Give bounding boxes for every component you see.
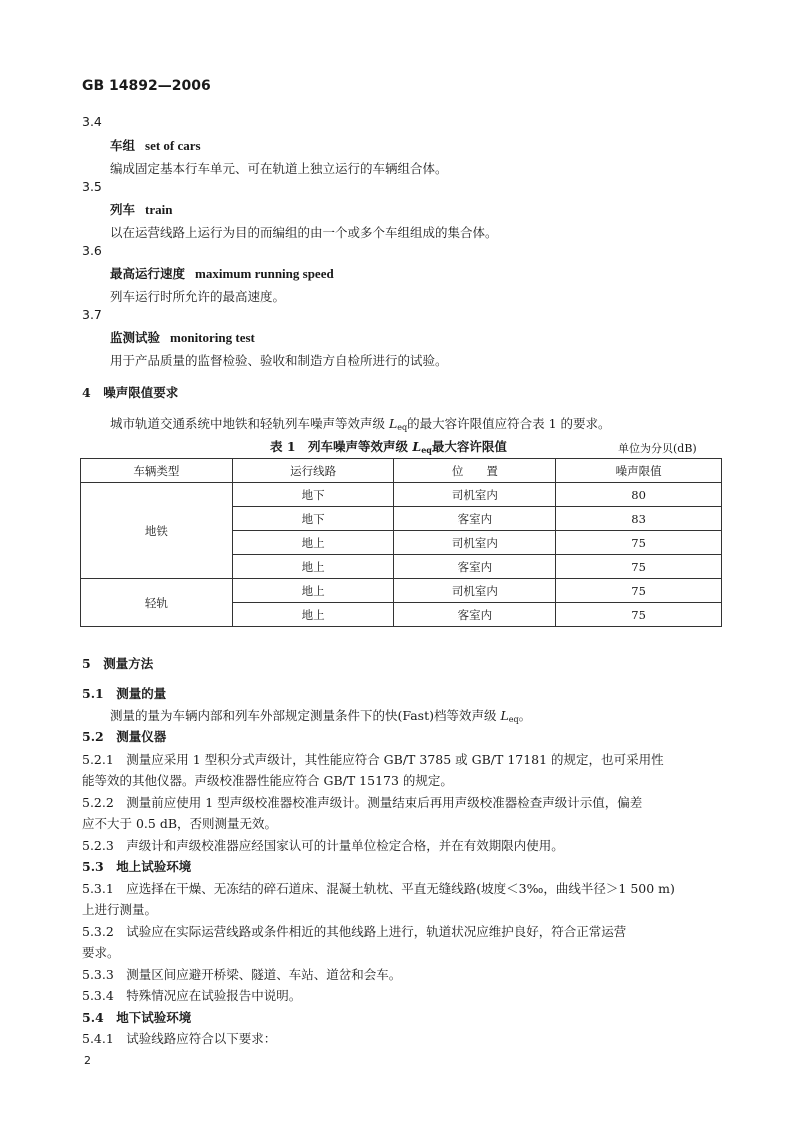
clause-number: 3.4 (82, 114, 102, 129)
paragraph (110, 706, 531, 724)
position-cell: 客室内 (394, 555, 556, 579)
paragraph-line: 5.3.1 应选择在干燥、无冻结的碎石道床、混凝土轨枕、平直无缝线路(坡度＜3‰，曲线半径＞1 500 m) (82, 881, 675, 896)
paragraph-line: 上进行测量。 (82, 902, 158, 917)
position-cell: 客室内 (394, 603, 556, 627)
table-unit: 单位为分贝(dB) (618, 442, 697, 455)
clause-number: 3.5 (82, 179, 102, 194)
section-heading: 4 噪声限值要求 (82, 385, 179, 400)
vehicle-type-cell: 轻轨 (81, 579, 233, 627)
paragraph-line: 5.3.4 特殊情况应在试验报告中说明。 (82, 988, 302, 1003)
term-en: train (145, 202, 173, 217)
limit-cell: 75 (556, 603, 722, 627)
term-cn: 列车 (110, 202, 136, 217)
line-cell: 地下 (232, 483, 394, 507)
term-en: set of cars (145, 138, 201, 153)
subsection-heading: 5.2 测量仪器 (82, 729, 167, 744)
subsection-heading: 5.4 地下试验环境 (82, 1010, 192, 1025)
caption-subscript: eq (421, 445, 432, 455)
term-definition: 编成固定基本行车单元、可在轨道上独立运行的车辆组合体。 (110, 161, 448, 176)
clause-number: 3.7 (82, 307, 102, 322)
paragraph-text: 测量的量为车辆内部和列车外部规定测量条件下的快(Fast)档等效声级 (110, 708, 501, 723)
limit-cell: 80 (556, 483, 722, 507)
term-heading (110, 200, 172, 218)
term-heading (110, 328, 255, 346)
line-cell: 地上 (232, 555, 394, 579)
position-cell: 司机室内 (394, 579, 556, 603)
table-header-row (81, 459, 722, 483)
paragraph-line: 5.4.1 试验线路应符合以下要求： (82, 1031, 277, 1046)
line-cell: 地上 (232, 531, 394, 555)
vehicle-type-cell: 地铁 (81, 483, 233, 579)
line-cell: 地上 (232, 603, 394, 627)
position-cell: 司机室内 (394, 531, 556, 555)
caption-symbol: L (412, 439, 422, 454)
position-cell: 客室内 (394, 507, 556, 531)
table-row (81, 579, 722, 603)
term-en: maximum running speed (195, 266, 334, 281)
subsection-heading: 5.3 地上试验环境 (82, 859, 192, 874)
limit-cell: 75 (556, 555, 722, 579)
column-header: 位 置 (394, 459, 556, 483)
line-cell: 地下 (232, 507, 394, 531)
section-heading: 5 测量方法 (82, 656, 154, 671)
intro-text: 城市轨道交通系统中地铁和轻轨列车噪声等效声级 (110, 416, 389, 431)
term-definition: 列车运行时所允许的最高速度。 (110, 289, 286, 304)
paragraph-line: 5.3.3 测量区间应避开桥梁、隧道、车站、道岔和会车。 (82, 967, 402, 982)
subsection-heading: 5.1 测量的量 (82, 686, 167, 701)
position-cell: 司机室内 (394, 483, 556, 507)
term-cn: 最高运行速度 (110, 266, 186, 281)
caption-text: 表 1 列车噪声等效声级 (270, 439, 413, 454)
section-intro (110, 414, 611, 432)
term-cn: 监测试验 (110, 330, 161, 345)
table-row (81, 483, 722, 507)
table-caption (270, 437, 507, 455)
paragraph-line: 应不大于 0.5 dB，否则测量无效。 (82, 816, 278, 831)
caption-text: 最大容许限值 (431, 439, 507, 454)
column-header: 运行线路 (232, 459, 394, 483)
term-definition: 以在运营线路上运行为目的而编组的由一个或多个车组组成的集合体。 (110, 225, 498, 240)
standard-number: GB 14892—2006 (82, 78, 211, 94)
paragraph-line: 要求。 (82, 945, 120, 960)
paragraph-text: 。 (518, 708, 532, 723)
term-heading (110, 264, 334, 282)
symbol: L (500, 708, 509, 723)
intro-subscript: eq (397, 423, 408, 432)
paragraph-line: 5.2.1 测量应采用 1 型积分式声级计，其性能应符合 GB/T 3785 或 GB/T 17181 的规定，也可采用性 (82, 752, 664, 767)
paragraph-line: 5.3.2 试验应在实际运营线路或条件相近的其他线路上进行，轨道状况应维护良好，符合正常运营 (82, 924, 627, 939)
column-header: 车辆类型 (81, 459, 233, 483)
subscript: eq (508, 715, 519, 724)
line-cell: 地上 (232, 579, 394, 603)
paragraph-line: 5.2.2 测量前应使用 1 型声级校准器校准声级计。测量结束后再用声级校准器检查声级计示值，偏差 (82, 795, 643, 810)
term-definition: 用于产品质量的监督检验、验收和制造方自检所进行的试验。 (110, 353, 448, 368)
limit-cell: 75 (556, 579, 722, 603)
intro-symbol: L (388, 416, 398, 431)
intro-text: 的最大容许限值应符合表 1 的要求。 (407, 416, 611, 431)
term-heading (110, 136, 201, 154)
noise-limit-table (80, 458, 722, 627)
column-header: 噪声限值 (556, 459, 722, 483)
limit-cell: 83 (556, 507, 722, 531)
term-en: monitoring test (170, 330, 255, 345)
term-cn: 车组 (110, 138, 136, 153)
page-number: 2 (84, 1054, 91, 1067)
clause-number: 3.6 (82, 243, 102, 258)
paragraph-line: 5.2.3 声级计和声级校准器应经国家认可的计量单位检定合格，并在有效期限内使用。 (82, 838, 564, 853)
paragraph-line: 能等效的其他仪器。声级校准器性能应符合 GB/T 15173 的规定。 (82, 773, 453, 788)
limit-cell: 75 (556, 531, 722, 555)
